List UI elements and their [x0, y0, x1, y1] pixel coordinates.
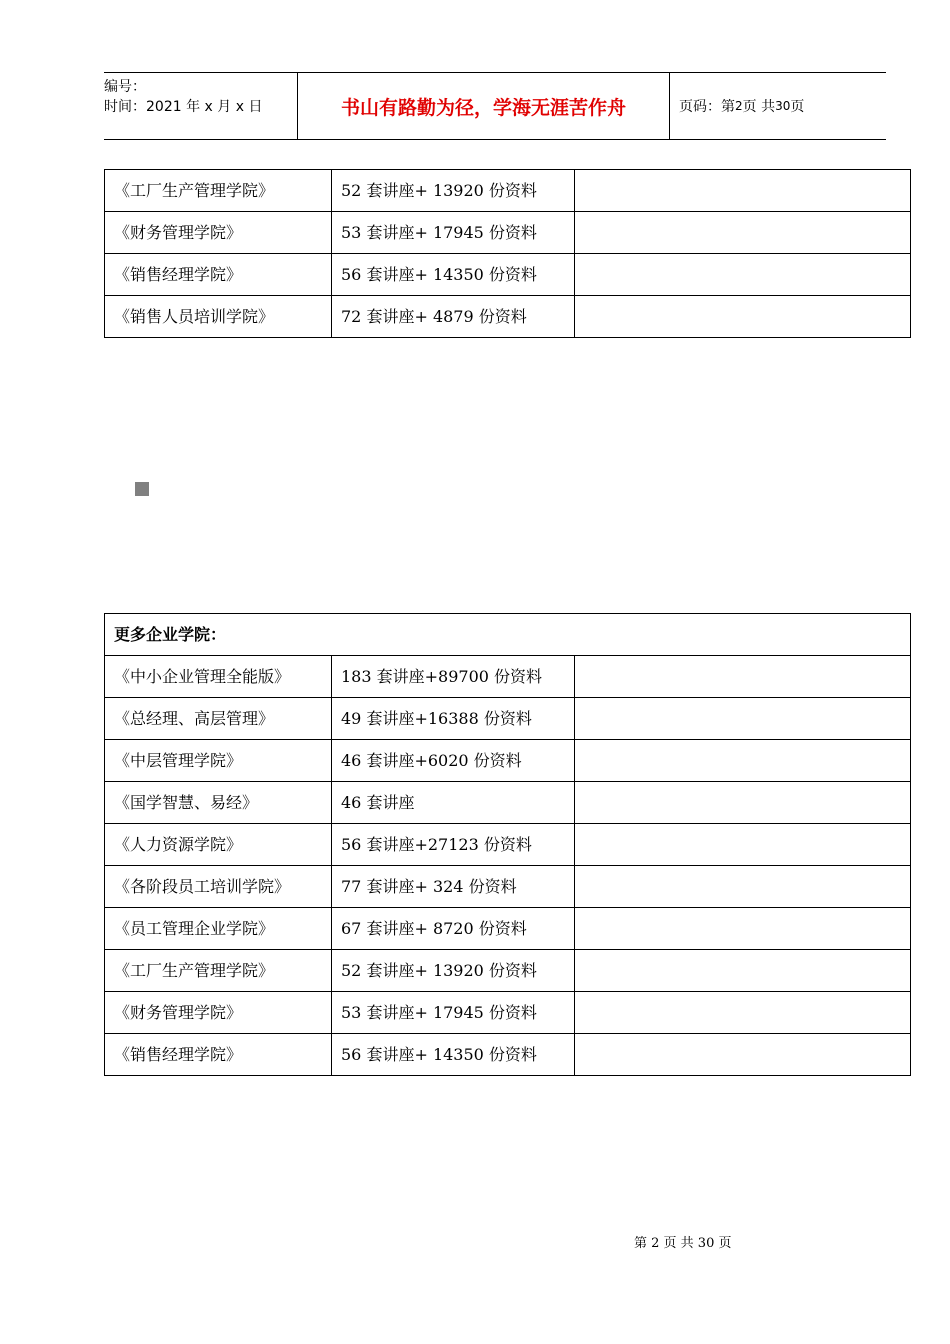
header-meta [104, 73, 297, 139]
table-row [105, 866, 911, 908]
table-row [105, 824, 911, 866]
footer-page-number: 第 2 页 共 30 页 [634, 1236, 732, 1251]
course-name: 《工厂生产管理学院》 [105, 170, 332, 212]
page-total: 30 [775, 99, 791, 113]
document-number-label: 编号： [104, 79, 146, 95]
course-extra [575, 170, 911, 212]
course-extra [575, 212, 911, 254]
course-desc: 49 套讲座+16388 份资料 [332, 698, 575, 740]
course-extra [575, 824, 911, 866]
course-name: 《国学智慧、易经》 [105, 782, 332, 824]
course-desc: 67 套讲座+ 8720 份资料 [332, 908, 575, 950]
table-row [105, 170, 911, 212]
course-desc: 52 套讲座+ 13920 份资料 [332, 170, 575, 212]
square-bullet-icon [135, 482, 149, 496]
course-desc: 53 套讲座+ 17945 份资料 [332, 992, 575, 1034]
table-row [105, 950, 911, 992]
table-row [105, 908, 911, 950]
page-label-suffix: 页 [790, 99, 805, 115]
table-row [105, 212, 911, 254]
course-extra [575, 740, 911, 782]
course-extra [575, 908, 911, 950]
course-name: 《各阶段员工培训学院》 [105, 866, 332, 908]
course-desc: 46 套讲座+6020 份资料 [332, 740, 575, 782]
table-heading: 更多企业学院： [105, 614, 911, 656]
course-name: 《员工管理企业学院》 [105, 908, 332, 950]
page-number: 2 [735, 99, 743, 113]
header-motto: 书山有路勤为径，学海无涯苦作舟 [297, 73, 670, 139]
page-label-mid: 页 共 [742, 99, 776, 115]
table-row [105, 992, 911, 1034]
course-name: 《销售经理学院》 [105, 254, 332, 296]
course-desc: 56 套讲座+27123 份资料 [332, 824, 575, 866]
page-label-prefix: 页码：第 [679, 99, 735, 115]
document-time-label: 时间：2021 年 x 月 x 日 [104, 99, 263, 115]
course-name: 《销售人员培训学院》 [105, 296, 332, 338]
course-name: 《人力资源学院》 [105, 824, 332, 866]
table-row [105, 656, 911, 698]
course-name: 《中层管理学院》 [105, 740, 332, 782]
course-desc: 56 套讲座+ 14350 份资料 [332, 1034, 575, 1076]
course-name: 《销售经理学院》 [105, 1034, 332, 1076]
table-row [105, 698, 911, 740]
course-desc: 183 套讲座+89700 份资料 [332, 656, 575, 698]
header-page-info [670, 73, 886, 139]
table-row [105, 1034, 911, 1076]
course-desc: 53 套讲座+ 17945 份资料 [332, 212, 575, 254]
table-row [105, 782, 911, 824]
course-name: 《财务管理学院》 [105, 212, 332, 254]
course-name: 《财务管理学院》 [105, 992, 332, 1034]
course-name: 《工厂生产管理学院》 [105, 950, 332, 992]
course-extra [575, 782, 911, 824]
course-name: 《总经理、高层管理》 [105, 698, 332, 740]
course-extra [575, 866, 911, 908]
course-extra [575, 296, 911, 338]
course-desc: 52 套讲座+ 13920 份资料 [332, 950, 575, 992]
course-desc: 46 套讲座 [332, 782, 575, 824]
table-row [105, 296, 911, 338]
course-desc: 56 套讲座+ 14350 份资料 [332, 254, 575, 296]
course-extra [575, 656, 911, 698]
page-header [104, 72, 886, 140]
course-extra [575, 1034, 911, 1076]
course-desc: 77 套讲座+ 324 份资料 [332, 866, 575, 908]
course-extra [575, 698, 911, 740]
course-extra [575, 254, 911, 296]
course-desc: 72 套讲座+ 4879 份资料 [332, 296, 575, 338]
course-table-more [104, 613, 911, 1076]
course-table-top [104, 169, 911, 338]
table-row [105, 254, 911, 296]
course-extra [575, 950, 911, 992]
course-name: 《中小企业管理全能版》 [105, 656, 332, 698]
table-row [105, 740, 911, 782]
table-heading-row [105, 614, 911, 656]
course-extra [575, 992, 911, 1034]
